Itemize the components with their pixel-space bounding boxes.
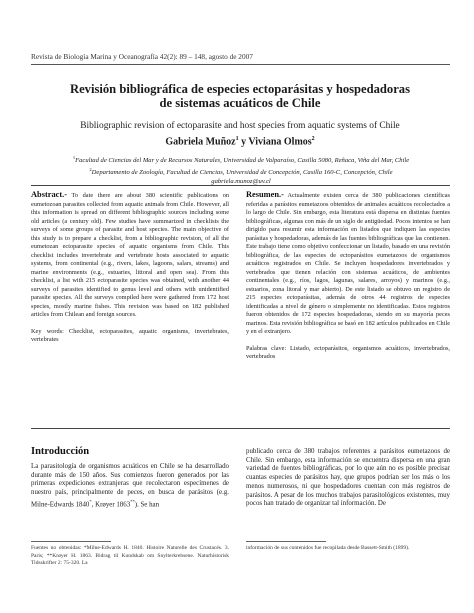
affiliation-1: $^1$Facultad de Ciencias del Mar y de Recursos Naturales, Universidad de Valparaíso, Casilla 5080, Reñaca, Viña del Mar, Chile bbox=[72, 155, 410, 165]
abstract-paragraph bbox=[31, 191, 229, 320]
affiliations bbox=[40, 153, 442, 186]
footnote-right: información de sus contenidos fue recopilada desde Bassett-Smith (1899). bbox=[246, 545, 410, 551]
author-email: gabriela.munoz@uv.cl bbox=[211, 178, 271, 186]
affiliation-2: $^2$Departamento de Zoología, Facultad de Ciencias, Universidad de Concepción, Casilla 160-C, Concepción, Chile bbox=[89, 167, 393, 177]
keywords: Key words: Checklist, ectoparasites, aquatic organisms, invertebrates, vertebrates bbox=[31, 327, 229, 343]
abstract-heading: Abstract.- bbox=[31, 190, 68, 199]
header-rule bbox=[31, 64, 450, 65]
abstract-top-rule bbox=[31, 185, 450, 186]
author-2-marker: 2 bbox=[311, 136, 315, 142]
resumen-text: Actualmente existen cerca de 380 publicaciones científicas referidas a parásitos eumetazoos obtenidos de animales acuáticos recolectados a lo largo de Chile. Sin embargo, esta literatura está dispersa en distintas fuentes bibliográficas, algunas con más de un siglo de antigüedad. Pocos intentos se han dirigido para resumir esta información en listados que indiquen las especies parásitas y hospedadoras, además de las fuentes bibliográficas que las contienen. Este trabajo tiene como objetivo confeccionar un listado, basado en una revisión bibliográfica, de las especies de ectoparásitos eumetazoos de organismos acuáticos registrados en Chile. Se incluyen hospedadores invertebrados y vertebrados que tienen relación con sistemas acuáticos, de ambientes continentales (e.g., ríos, lagos, lagunas, salares, arroyos) y marinos (e.g., estuarios, zona litoral y mar abierto). De este listado se obtuvo un registro de 215 especies ectoparásitas, además de otros 44 registros de especies identificadas a nivel de género o simplemente no identificadas. Estos registros fueron obtenidos de 172 especies hospedadoras, siendo en su mayoría peces marinos. Esta revisión bibliográfica se basó en 182 artículos publicados en Chile y en el extranjero. bbox=[246, 192, 450, 335]
section-separator-rule bbox=[31, 428, 450, 429]
footnote-rule-left bbox=[31, 541, 111, 542]
title-line-1: Revisión bibliográfica de especies ectoparásitas y hospedadoras bbox=[69, 82, 411, 96]
author-1-marker: 1 bbox=[235, 136, 239, 142]
abstract-text: To date there are about 380 scientific publications on eumetozoan parasites collected from aquatic animals from Chile. However, all this information is spread on different bibliographic sources including some old articles (a century old). Few studies have summarized in checklists the surveys of some groups of parasite and host species. The main objective of this study is to prepare a checklist, from a bibliographic revision, of all the eumetozan ectoparasite species of aquatic organisms from Chile. This checklist includes invertebrate and vertebrate hosts associated to aquatic systems, from continental (e.g., rivers, lakes, lagoons, salars, streams) and marine environments (e.g., estuaries, littoral and open sea). From this checklist, a list with 215 ectoparasite species was obtained, with another 44 surveys of parasites identified to genus level and others with unidentified parasite species. All the surveys compiled here were gathered from 172 host species, mostly marine fishes. This revision was based on 182 published articles from Chilean and foreign sources. bbox=[31, 192, 229, 318]
author-1: Gabriela Muñoz bbox=[165, 136, 236, 148]
abstract-english bbox=[31, 191, 229, 345]
article-title bbox=[30, 82, 450, 110]
abstract-spanish bbox=[246, 191, 450, 362]
resumen-paragraph bbox=[246, 191, 450, 337]
footnote-left: Fuentes no obtenidas: *Milne-Edwards H. 1840. Histoire Naturelle des Crustacés. 3. Paris; **Krøyer H. 1863. Bidrag til Kundskab om Snylterkrebsene. Naturhistorisk Tidsskrifter 2: 75-320. La bbox=[31, 545, 229, 567]
section-heading-introduccion: Introducción bbox=[31, 446, 90, 457]
intro-column-right: publicado cerca de 380 trabajos referentes a parásitos eumetazoos de Chile. Sin embargo, esta información se encuentra dispersa en una gran variedad de fuentes bibliográficas, por lo que aún no es posible precisar cuantas especies de parásitos hay, que grupos podrían ser los más o los menos numerosos, ni que hospedadores cuentan con más registros de parásitos. A pesar de los muchos trabajos parasitológicos existentes, muy pocos han tratado de organizar tal información. De bbox=[246, 448, 450, 508]
author-line bbox=[30, 136, 450, 147]
intro-column-left: La parasitología de organismos acuáticos en Chile se ha desarrollado durante más de 150 años. Sus comienzos fueron generados por las primeras expediciones extranjeras que recolectaron especímenes de nuestro país, principalmente de peces, en busca de parásitos (e.g. Milne-Edwards 1840*, Krøyer 1863**). Se han bbox=[31, 463, 229, 509]
english-title: Bibliographic revision of ectoparasite and host species from aquatic systems of Chile bbox=[80, 121, 400, 131]
footnote-rule-right bbox=[246, 541, 326, 542]
palabras-clave: Palabras clave: Listado, ectoparásitos, organismos acuáticos, invertebrados, vertebrados bbox=[246, 344, 450, 360]
running-head: Revista de Biología Marina y Oceanografía 42(2): 89 – 148, agosto de 2007 bbox=[31, 52, 253, 61]
resumen-heading: Resumen.- bbox=[246, 190, 284, 199]
title-line-2: de sistemas acuáticos de Chile bbox=[159, 96, 321, 110]
author-joiner: y bbox=[238, 136, 249, 148]
author-2: Viviana Olmos bbox=[248, 136, 312, 148]
